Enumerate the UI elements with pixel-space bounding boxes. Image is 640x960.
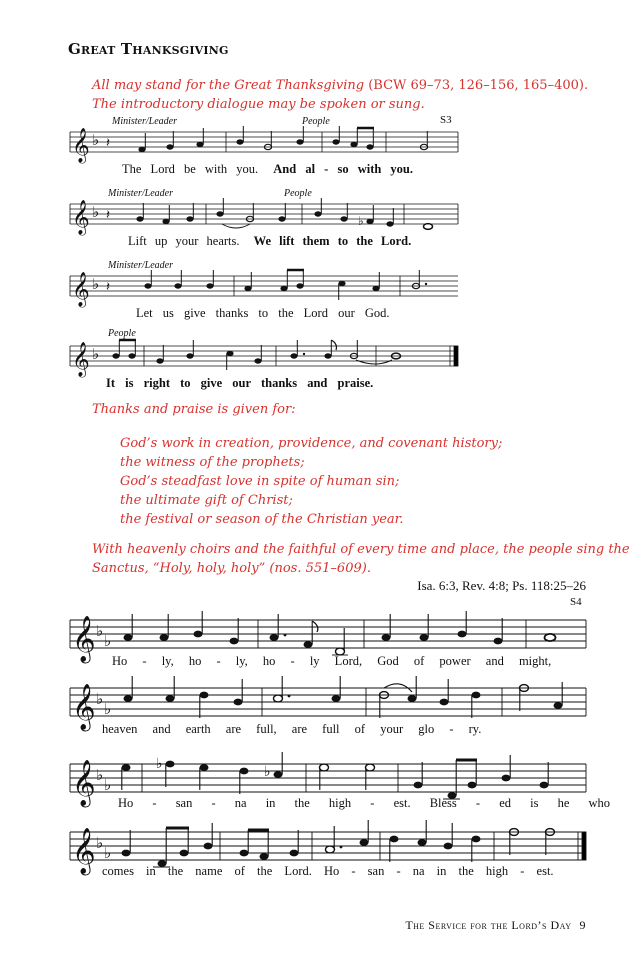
rest-icon: 𝄽 (106, 208, 110, 223)
treble-clef-icon: 𝄞 (72, 200, 90, 235)
flat-key-icon: ♭ (96, 622, 104, 640)
sanctus-notes-2 (124, 676, 563, 718)
treble-clef-icon: 𝄞 (72, 616, 96, 662)
flat-key-icon: ♭ (92, 345, 100, 363)
praise-list (120, 434, 502, 529)
svg-text:♭: ♭ (264, 764, 271, 780)
dialogue-lyric-3: Let us give thanks to the Lord our God. (136, 306, 390, 320)
list-item: the witness of the prophets; (120, 455, 305, 470)
flat-key-icon: ♭ (104, 700, 112, 718)
treble-clef-icon: 𝄞 (72, 828, 96, 874)
flat-key-icon: ♭ (104, 632, 112, 650)
flat-key-icon: ♭ (92, 203, 100, 221)
flat-key-icon: ♭ (96, 690, 104, 708)
flat-key-icon: ♭ (96, 834, 104, 852)
people-label-4: People (108, 328, 136, 339)
flat-key-icon: ♭ (92, 131, 100, 149)
rubric-stand-text: All may stand for the Great Thanksgiving (92, 78, 369, 93)
rubric-stand (92, 76, 588, 114)
rubric-dialogue-note: The introductory dialogue may be spoken or sung. (92, 97, 425, 112)
flat-key-icon: ♭ (96, 766, 104, 784)
sanctus-lyric-1: Ho - ly, ho - ly, ho - ly Lord, God of power and might, (112, 654, 552, 668)
dialogue-lyric-2: Lift up your hearts. We lift them to the Lord. (128, 234, 412, 248)
flat-key-icon: ♭ (104, 776, 112, 794)
list-item: God’s work in creation, providence, and covenant history; (120, 436, 503, 451)
treble-clef-icon: 𝄞 (72, 272, 90, 307)
scripture-reference: Isa. 6:3, Rev. 4:8; Ps. 118:25–26 (417, 578, 586, 593)
code-s4: S4 (570, 596, 582, 608)
sanctus-lyric-4: comes in the name of the Lord. Ho - san - na in the high - est. (102, 864, 554, 878)
footer-title: The Service for the Lord’s Day (405, 918, 572, 932)
rest-icon: 𝄽 (106, 280, 110, 295)
leader-label-1: Minister/Leader (112, 116, 177, 127)
page-footer (405, 918, 586, 933)
sanctus-lyric-2: heaven and earth are full, are full of your glo - ry. (102, 722, 482, 736)
dialogue-notes-4 (112, 340, 400, 370)
code-s3: S3 (440, 114, 452, 126)
treble-clef-icon: 𝄞 (72, 760, 96, 806)
people-label-1: People (302, 116, 330, 127)
rubric-stand-ref: (BCW 69–73, 126–156, 165–400). (368, 78, 589, 93)
section-heading: Great Thanksgiving (68, 40, 229, 58)
rest-icon: 𝄽 (106, 136, 110, 151)
dialogue-notes-3 (144, 270, 427, 300)
list-item: the festival or season of the Christian year. (120, 512, 404, 527)
list-item: God’s steadfast love in spite of human sin; (120, 474, 400, 489)
rubric-sanctus: With heavenly choirs and the faithful of every time and place, the people sing the Sanctus, “Holy, holy, holy” (nos. 551–609). (92, 542, 630, 576)
treble-clef-icon: 𝄞 (72, 342, 90, 377)
leader-label-3: Minister/Leader (108, 260, 173, 271)
flat-key-icon: ♭ (104, 844, 112, 862)
list-item: the ultimate gift of Christ; (120, 493, 293, 508)
dialogue-notes-1 (138, 126, 427, 152)
svg-text:♭: ♭ (358, 214, 364, 228)
svg-text:♭: ♭ (156, 756, 163, 772)
page-number: 9 (579, 918, 586, 932)
flat-key-icon: ♭ (92, 275, 100, 293)
sanctus-staff-4 (66, 812, 590, 892)
rubric-praise: Thanks and praise is given for: (92, 402, 296, 417)
dialogue-lyric-4: It is right to give our thanks and praise. (106, 376, 374, 390)
treble-clef-icon: 𝄞 (72, 684, 96, 730)
leader-label-2: Minister/Leader (108, 188, 173, 199)
dialogue-lyric-1: The Lord be with you. And al - so with you. (122, 162, 414, 176)
people-label-2: People (284, 188, 312, 199)
treble-clef-icon: 𝄞 (72, 128, 90, 163)
sanctus-lyric-3: Ho - san - na in the high - est. Bless - ed is he who (118, 796, 611, 810)
